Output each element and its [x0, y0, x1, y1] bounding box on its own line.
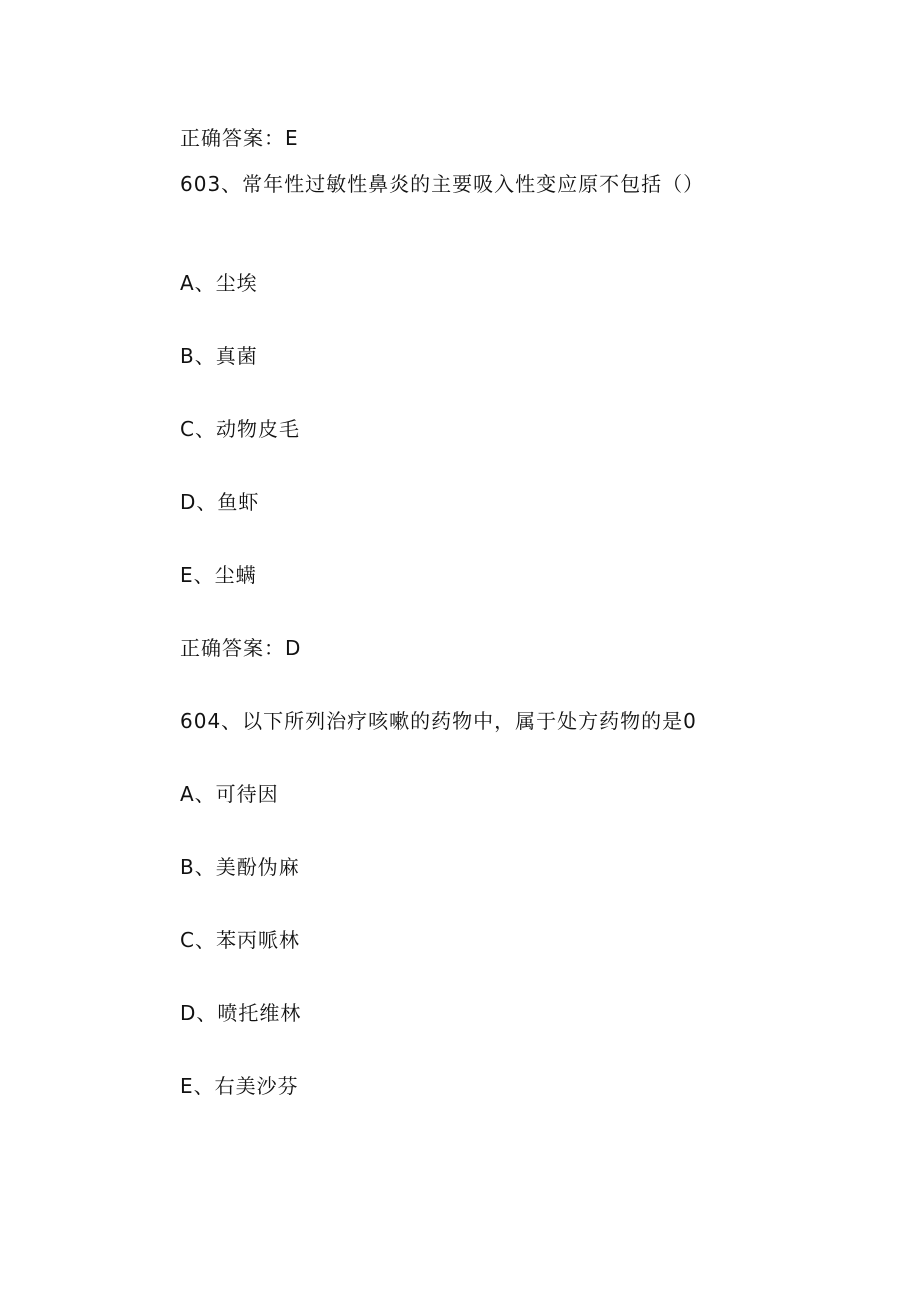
answer-line: 正确答案：D [180, 636, 302, 660]
option-e: E、尘螨 [180, 563, 257, 587]
question-603: 603、常年性过敏性鼻炎的主要吸入性变应原不包括（） [180, 172, 705, 196]
option-a: A、可待因 [180, 782, 279, 806]
option-b: B、美酚伪麻 [180, 855, 300, 879]
option-d: D、喷托维林 [180, 1001, 302, 1025]
option-d: D、鱼虾 [180, 490, 260, 514]
option-e: E、右美沙芬 [180, 1074, 299, 1098]
answer-line: 正确答案：E [180, 126, 299, 150]
question-604: 604、以下所列治疗咳嗽的药物中，属于处方药物的是0 [180, 709, 697, 733]
option-c: C、动物皮毛 [180, 417, 300, 441]
option-c: C、苯丙哌林 [180, 928, 300, 952]
option-a: A、尘埃 [180, 271, 258, 295]
option-b: B、真菌 [180, 344, 258, 368]
